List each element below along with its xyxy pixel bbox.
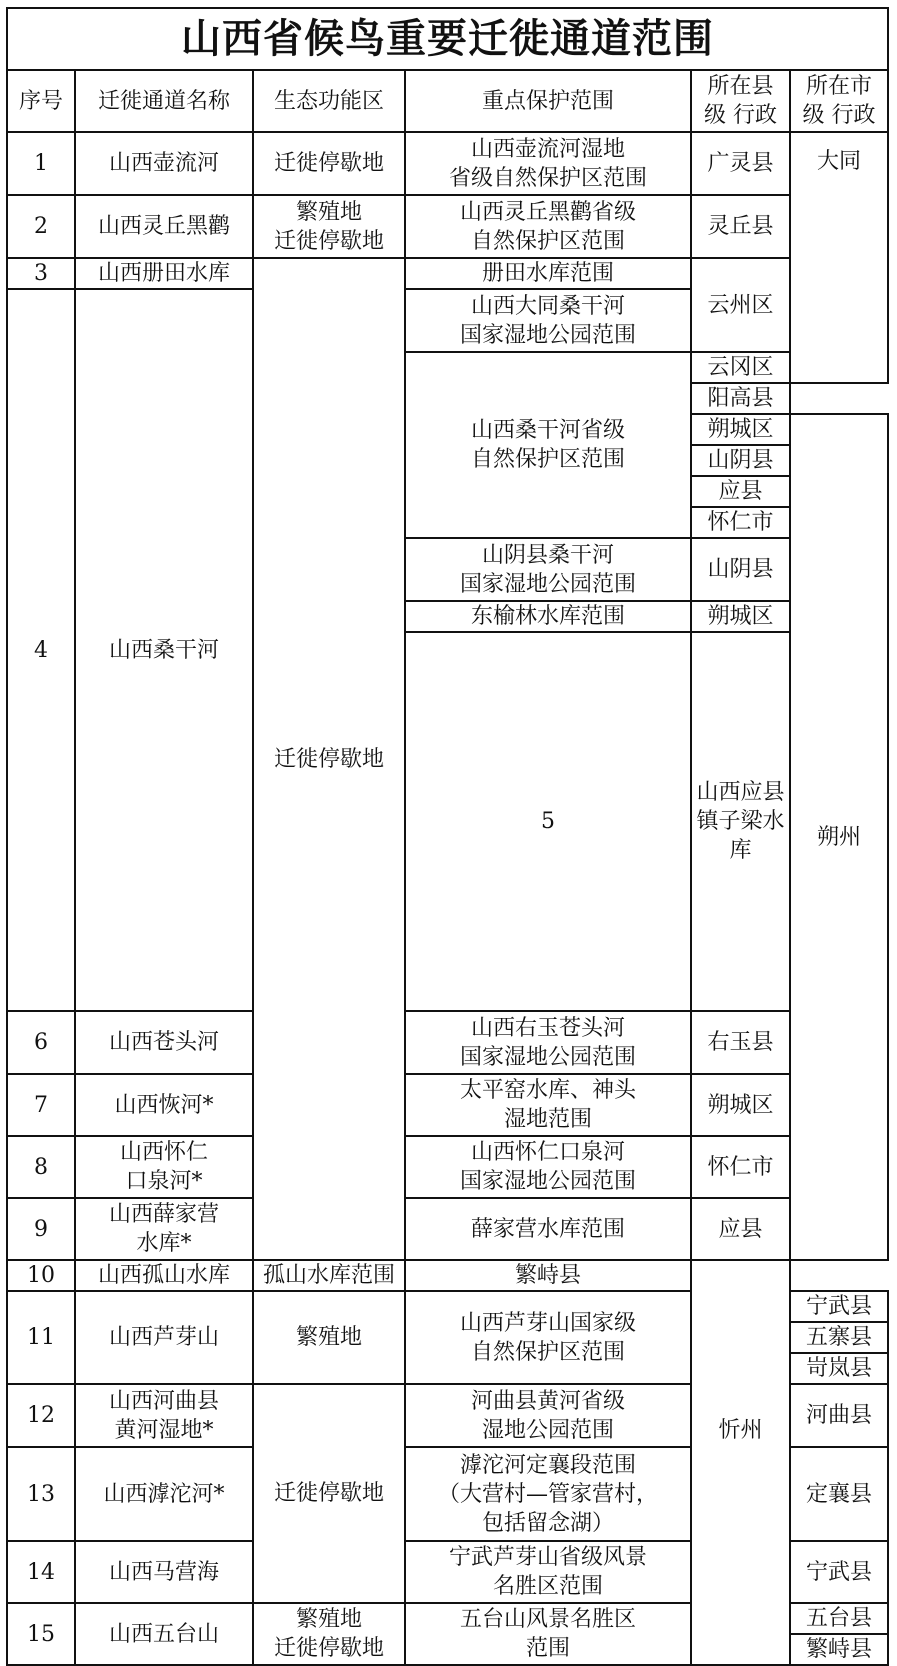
- row-county: 繁峙县: [405, 1260, 691, 1291]
- row-no: 11: [7, 1291, 75, 1384]
- row-name: 山西滹沱河*: [75, 1447, 253, 1541]
- row-scope: 滹沱河定襄段范围 （大营村—管家营村， 包括留念湖）: [405, 1447, 691, 1541]
- row-name: 山西应县 镇子梁水库: [691, 632, 790, 1011]
- row-no: 8: [7, 1136, 75, 1198]
- header-function: 生态功能区: [253, 70, 405, 132]
- row-no: 13: [7, 1447, 75, 1541]
- row-name: 山西壶流河: [75, 132, 253, 195]
- row-scope: 山西大同桑干河 国家湿地公园范围: [405, 289, 691, 352]
- county-shanyin: 山阴县: [691, 445, 790, 476]
- row-no: 14: [7, 1541, 75, 1603]
- row-scope: 东榆林水库范围: [405, 601, 691, 632]
- county-yanggao: 阳高县: [691, 383, 790, 414]
- row-scope: 孤山水库范围: [253, 1260, 405, 1291]
- row-name: 山西薛家营 水库*: [75, 1198, 253, 1260]
- city-xinzhou: 忻州: [691, 1260, 790, 1665]
- row-name: 山西河曲县 黄河湿地*: [75, 1384, 253, 1447]
- row-no: 2: [7, 195, 75, 258]
- row-name: 山西桑干河: [75, 289, 253, 1011]
- row-scope: 五台山风景名胜区 范围: [405, 1603, 691, 1665]
- header-city: 所在市 级 行政: [790, 70, 888, 132]
- row-scope: 山西芦芽山国家级 自然保护区范围: [405, 1291, 691, 1384]
- row-name: 山西册田水库: [75, 258, 253, 289]
- row-name: 山西灵丘黑鹳: [75, 195, 253, 258]
- header-county: 所在县 级 行政: [691, 70, 790, 132]
- row-county: 河曲县: [790, 1384, 888, 1447]
- row-county: 怀仁市: [691, 1136, 790, 1198]
- row-county: 广灵县: [691, 132, 790, 195]
- row-no: 3: [7, 258, 75, 289]
- row-county: 朔城区: [691, 1074, 790, 1136]
- county-wuzhai: 五寨县: [790, 1322, 888, 1353]
- county-shanyin2: 山阴县: [691, 538, 790, 601]
- row-function: 繁殖地 迁徙停歇地: [253, 195, 405, 258]
- row-name: 山西苍头河: [75, 1011, 253, 1074]
- header-scope: 重点保护范围: [405, 70, 691, 132]
- header-seq: 序号: [7, 70, 75, 132]
- row-scope: 山西右玉苍头河 国家湿地公园范围: [405, 1011, 691, 1074]
- row-no: 9: [7, 1198, 75, 1260]
- row-county: 灵丘县: [691, 195, 790, 258]
- row-county: 应县: [691, 1198, 790, 1260]
- row-scope: 山西壶流河湿地 省级自然保护区范围: [405, 132, 691, 195]
- county-kelan: 岢岚县: [790, 1353, 888, 1384]
- row-county: 右玉县: [691, 1011, 790, 1074]
- row-no: 10: [7, 1260, 75, 1291]
- row-name: 山西五台山: [75, 1603, 253, 1665]
- county-shuocheng2: 朔城区: [691, 601, 790, 632]
- row-name: 山西恢河*: [75, 1074, 253, 1136]
- row-no: 6: [7, 1011, 75, 1074]
- county-yingxian: 应县: [691, 476, 790, 507]
- county-yungang: 云冈区: [691, 352, 790, 383]
- migration-corridor-table: [6, 7, 889, 1666]
- row-name: 山西孤山水库: [75, 1260, 253, 1291]
- row-no: 4: [7, 289, 75, 1011]
- city-shuozhou: 朔州: [790, 414, 888, 1260]
- row-no: 12: [7, 1384, 75, 1447]
- row-function: 繁殖地 迁徙停歇地: [253, 1603, 405, 1665]
- row-scope: 河曲县黄河省级 湿地公园范围: [405, 1384, 691, 1447]
- function-merged-2: 迁徙停歇地: [253, 1384, 405, 1603]
- county-wutai: 五台县: [790, 1603, 888, 1634]
- city-datong: 大同: [790, 132, 888, 383]
- row-no: 7: [7, 1074, 75, 1136]
- row-no: 5: [405, 632, 691, 1011]
- row-name: 山西马营海: [75, 1541, 253, 1603]
- row-function: 繁殖地: [253, 1291, 405, 1384]
- row-scope: 薛家营水库范围: [405, 1198, 691, 1260]
- row-county: 宁武县: [790, 1541, 888, 1603]
- row-scope: 山阴县桑干河 国家湿地公园范围: [405, 538, 691, 601]
- header-name: 迁徙通道名称: [75, 70, 253, 132]
- row-name: 山西怀仁 口泉河*: [75, 1136, 253, 1198]
- row-scope: 宁武芦芽山省级风景 名胜区范围: [405, 1541, 691, 1603]
- row-no: 1: [7, 132, 75, 195]
- row-scope: 册田水库范围: [405, 258, 691, 289]
- row-county: 定襄县: [790, 1447, 888, 1541]
- function-merged: 迁徙停歇地: [253, 258, 405, 1260]
- row-scope: 山西桑干河省级 自然保护区范围: [405, 352, 691, 538]
- table-title: 山西省候鸟重要迁徙通道范围: [7, 8, 888, 70]
- row-no: 15: [7, 1603, 75, 1665]
- county-huairen: 怀仁市: [691, 507, 790, 538]
- county-fanshi: 繁峙县: [790, 1634, 888, 1665]
- row-scope: 山西怀仁口泉河 国家湿地公园范围: [405, 1136, 691, 1198]
- row-function: 迁徙停歇地: [253, 132, 405, 195]
- county-ningwu: 宁武县: [790, 1291, 888, 1322]
- row-scope: 太平窑水库、神头 湿地范围: [405, 1074, 691, 1136]
- county-shuocheng: 朔城区: [691, 414, 790, 445]
- row-scope: 山西灵丘黑鹳省级 自然保护区范围: [405, 195, 691, 258]
- row-name: 山西芦芽山: [75, 1291, 253, 1384]
- county-yunzhou: 云州区: [691, 258, 790, 352]
